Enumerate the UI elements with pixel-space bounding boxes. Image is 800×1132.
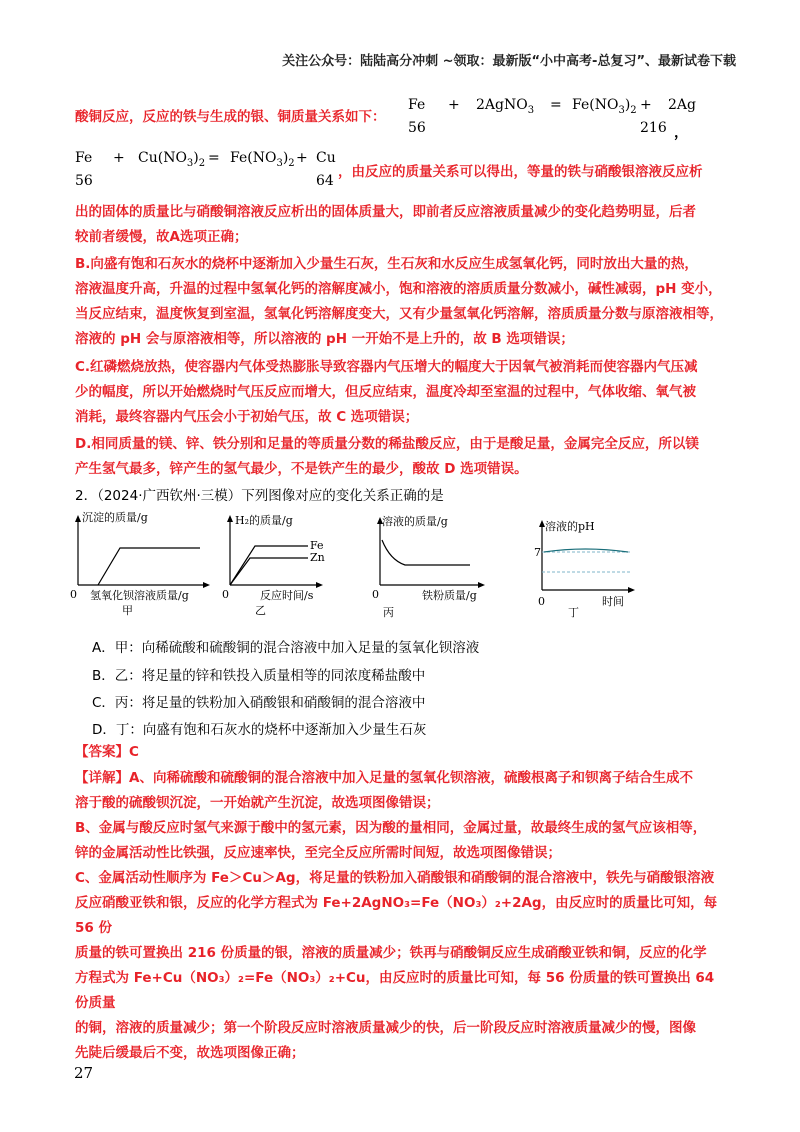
graph-ding-origin: 0: [538, 595, 545, 608]
graph-bing-name: 丙: [383, 606, 394, 619]
eq1-equals: =: [550, 97, 562, 113]
text-line: B、金属与酸反应时氢气来源于酸中的氢元素，因为酸的量相同，金属过量，故最终生成的氢气应该相等，: [75, 820, 707, 836]
text-line: 方程式为 Fe+Cu（NO₃）₂=Fe（NO₃）₂+Cu，由反应时的质量比可知，每 56 份质量的铁可置换出 64 份质量: [75, 970, 715, 1011]
graph-bing-curve: [382, 540, 470, 565]
eq2-cuno3: $Cu(NO_3)_2$: [138, 150, 206, 169]
eq2-equals: =: [208, 150, 220, 166]
graph-yi-origin: 0: [222, 588, 229, 601]
page-number: 27: [74, 1064, 94, 1082]
eq1-fe: Fe: [408, 97, 426, 113]
text-line: 【详解】A、向稀硫酸和硫酸铜的混合溶液中加入足量的氢氧化钡溶液，硫酸根离子和钡离子结合生成不: [75, 770, 693, 786]
eq1-mass-ag: 216: [640, 120, 667, 136]
graph-yi-zn-label: Zn: [310, 551, 325, 564]
eq2-fe: Fe: [75, 150, 93, 166]
text-line: 当反应结束，温度恢复到室温，氢氧化钙溶解度变大，又有少量氢氧化钙溶解，溶质质量分数与原溶液相等，: [75, 306, 723, 322]
text-line: 溶于酸的硫酸钡沉淀，一开始就产生沉淀，故选项图像错误；: [75, 795, 440, 811]
graph-jia-name: 甲: [122, 604, 133, 617]
text-line: C.红磷燃烧放热，使容器内气体受热膨胀导致容器内气压增大的幅度大于因氧气被消耗而使容器内气压减: [75, 359, 698, 375]
text-line: 出的固体的质量比与硝酸铜溶液反应析出的固体质量大，即前者反应溶液质量减少的变化趋势明显，后者: [75, 204, 696, 220]
option-b: B．乙：将足量的锌和铁投入质量相等的同浓度稀盐酸中: [92, 668, 426, 684]
graph-bing-origin: 0: [372, 588, 379, 601]
graph-yi-ylabel: H₂的质量/g: [235, 514, 293, 527]
option-d: D．丁：向盛有饱和石灰水的烧杯中逐渐加入少量生石灰: [92, 722, 427, 738]
option-c: C．丙：将足量的铁粉加入硝酸银和硝酸铜的混合溶液中: [92, 695, 426, 711]
eq1-lead: 酸铜反应，反应的铁与生成的银、铜质量关系如下：: [75, 109, 386, 125]
graph-yi-name: 乙: [255, 604, 266, 617]
eq1-plus: +: [448, 97, 460, 113]
graph-yi-xlabel: 反应时间/s: [260, 589, 314, 602]
eq2-feno3: $Fe(NO_3)_2$: [230, 150, 295, 169]
eq2-plus: +: [113, 150, 125, 166]
graph-yi-fe-line: [230, 546, 308, 585]
text-line: 的铜，溶液的质量减少；第一个阶段反应时溶液质量减少的快，后一阶段反应时溶液质量减少的慢，图像: [75, 1020, 696, 1036]
eq1-feno3: $Fe(NO_3)_2$: [572, 97, 637, 116]
graph-ding: [534, 519, 635, 619]
graph-jia-curve: [98, 548, 200, 585]
text-line: 溶液的 pH 会与原溶液相等，所以溶液的 pH 一开始不是上升的，故 B 选项错误；: [75, 331, 574, 347]
eq1-comma: ，: [674, 125, 688, 141]
graph-ding-name: 丁: [568, 606, 579, 619]
para-a-continued: [75, 200, 725, 250]
eq2-mass-fe: 56: [75, 173, 93, 189]
graph-ding-seven: 7: [534, 546, 541, 559]
graph-ding-ylabel: 溶液的pH: [545, 520, 595, 533]
text-line: D.相同质量的镁、锌、铁分别和足量的等质量分数的稀盐酸反应，由于是酸足量，金属完全反应，所以镁: [75, 436, 699, 452]
graph-yi: [222, 513, 325, 617]
eq2-mass-cu: 64: [316, 173, 334, 189]
graph-jia-xlabel: 氢氧化钡溶液质量/g: [90, 589, 189, 602]
text-line: 少的幅度，所以开始燃烧时气压反应而增大，但反应结束，温度冷却至室温的过程中，气体收缩、氧气被: [75, 384, 696, 400]
graph-ding-curve: [544, 549, 628, 552]
text-line: 锌的金属活动性比铁强，反应速率快，至完全反应所需时间短，故选项图像错误；: [75, 845, 561, 861]
text-line: 先陡后缓最后不变，故选项图像正确；: [75, 1045, 305, 1061]
text-line: 产生氢气最多，锌产生的氢气最少，不是铁产生的最少，酸故 D 选项错误。: [75, 461, 528, 477]
para-c: [75, 355, 725, 430]
page-header: 关注公众号：陆陆高分冲刺 ~领取：最新版“小中高考-总复习”、最新试卷下载: [282, 54, 736, 69]
eq1-mass-fe: 56: [408, 120, 426, 136]
graph-yi-zn-line: [230, 558, 308, 585]
graph-yi-fe-label: Fe: [310, 539, 324, 552]
eq1-plus2: +: [640, 97, 652, 113]
graph-bing: [372, 514, 485, 619]
answer: 【答案】C: [75, 744, 139, 760]
text-line: B.向盛有饱和石灰水的烧杯中逐渐加入少量生石灰，生石灰和水反应生成氢氧化钙，同时放出大量的热，: [75, 256, 698, 272]
question-title: 2．（2024·广西钦州·三模）下列图像对应的变化关系正确的是: [75, 488, 444, 504]
graph-jia-ylabel: 沉淀的质量/g: [82, 511, 148, 524]
text-line: 质量的铁可置换出 216 份质量的银，溶液的质量减少；铁再与硝酸铜反应生成硝酸亚铁和铜，反应的化学: [75, 945, 707, 961]
para-b: [75, 252, 725, 352]
eq1-agno3: 2AgNO$_3$: [476, 97, 535, 116]
para-d: [75, 432, 725, 482]
text-line: 反应硝酸亚铁和银，反应的化学方程式为 Fe+2AgNO₃=Fe（NO₃）₂+2Ag，由反应时的质量比可知，每 56 份: [75, 895, 718, 936]
graph-ding-xlabel: 时间: [602, 595, 624, 608]
eq1-ag: 2Ag: [668, 97, 696, 113]
graph-jia: [70, 510, 210, 617]
graph-bing-xlabel: 铁粉质量/g: [422, 589, 477, 602]
text-line: C、金属活动性顺序为 Fe＞Cu＞Ag，将足量的铁粉加入硝酸银和硝酸铜的混合溶液中，铁先与硝酸银溶液: [75, 870, 715, 886]
eq2-tail: ，由反应的质量关系可以得出，等量的铁与硝酸银溶液反应析: [338, 164, 703, 180]
text-line: 溶液温度升高，升温的过程中氢氧化钙的溶解度减小，饱和溶液的溶质质量分数减小，碱性减弱，pH 变小，: [75, 281, 722, 297]
text-line: 消耗，最终容器内气压会小于初始气压，故 C 选项错误；: [75, 409, 419, 425]
graph-bing-ylabel: 溶液的质量/g: [382, 515, 448, 528]
eq2-cu: Cu: [316, 150, 336, 166]
graph-jia-origin: 0: [70, 588, 77, 601]
text-line: 较前者缓慢，故A选项正确；: [75, 229, 248, 245]
eq2-plus2: +: [296, 150, 308, 166]
detail-explanation: [75, 766, 725, 1066]
option-a: A．甲：向稀硫酸和硫酸铜的混合溶液中加入足量的氢氧化钡溶液: [92, 640, 480, 656]
graphs-figure: [60, 510, 660, 620]
